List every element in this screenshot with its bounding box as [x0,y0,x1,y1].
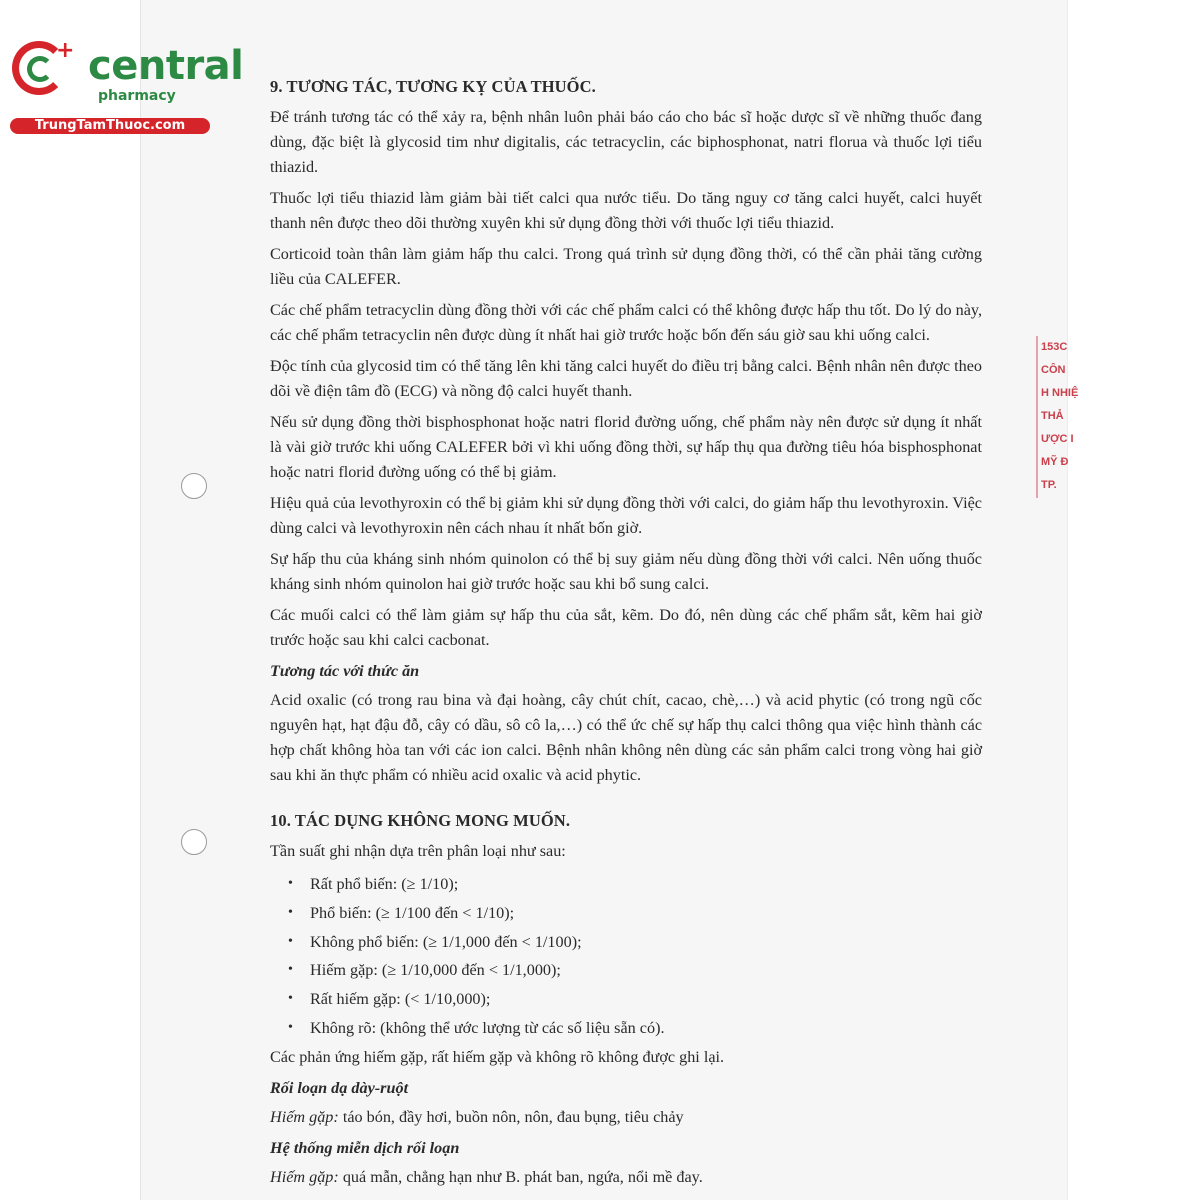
punch-hole [181,473,207,499]
frequency-label: Hiếm gặp: [270,1107,339,1126]
paragraph: Thuốc lợi tiểu thiazid làm giảm bài tiết calci qua nước tiểu. Do tăng nguy cơ tăng calci huyết, calci huyết thanh nên được theo dõi thường xuyên khi sử dụng đồng thời với thuốc lợi tiểu thiazid. [270,189,982,232]
paragraph: Sự hấp thu của kháng sinh nhóm quinolon có thể bị suy giảm nếu dùng đồng thời với calci. Nên uống thuốc kháng sinh nhóm quinolon hai giờ trước hoặc sau khi bổ sung calci. [270,550,982,593]
stamp-line: CÔN [1041,364,1066,376]
group-title: Rối loạn dạ dày-ruột [270,1078,409,1097]
group-line [270,1165,982,1190]
reaction-text: quá mẫn, chẳng hạn như B. phát ban, ngứa, nổi mề đay. [338,1167,703,1186]
stamp-line: H NHIỆ [1041,387,1079,399]
stamp-line: ƯỢC I [1041,433,1074,445]
paragraph: Độc tính của glycosid tim có thể tăng lên khi tăng calci huyết do điều trị bằng calci. Bệnh nhân nên được theo dõi về điện tâm đồ (ECG) và nồng độ calci huyết thanh. [270,357,982,400]
pharmacy-logo[interactable] [10,38,244,138]
logo-brand: central [88,43,244,89]
document-body [270,74,982,1196]
frequency-intro: Tần suất ghi nhận dựa trên phân loại như sau: [270,842,566,860]
stamp-line: THẢ [1041,410,1064,422]
frequency-item: • Không rõ: (không thể ước lượng từ các số liệu sẵn có). [310,1014,982,1043]
red-stamp [1036,336,1079,498]
frequency-note: Các phản ứng hiếm gặp, rất hiếm gặp và không rõ không được ghi lại. [270,1047,725,1066]
group-title: Hệ thống miễn dịch rối loạn [270,1138,460,1157]
frequency-item: • Không phổ biến: (≥ 1/1,000 đến < 1/100); [310,928,982,957]
logo-subtitle: pharmacy [98,88,176,104]
paragraph: Corticoid toàn thân làm giảm hấp thu calci. Trong quá trình sử dụng đồng thời, có thể cần phải tăng cường liều của CALEFER. [270,245,982,288]
punch-hole [181,829,207,855]
frequency-item: • Rất phổ biến: (≥ 1/10); [310,870,982,899]
group-line [270,1105,982,1130]
paragraph: Hiệu quả của levothyroxin có thể bị giảm khi sử dụng đồng thời với calci, do giảm hấp thu levothyroxin. Việc dùng calci và levothyroxin nên cách nhau ít nhất bốn giờ. [270,494,982,537]
section-9-heading: 9. TƯƠNG TÁC, TƯƠNG KỴ CỦA THUỐC. [270,77,596,96]
paragraph: Để tránh tương tác có thể xảy ra, bệnh nhân luôn phải báo cáo cho bác sĩ hoặc dược sĩ về những thuốc đang dùng, đặc biệt là glycosid tim như digitalis, các tetracyclin, các biphosphonat, natri florua và thuốc lợi tiểu thiazid. [270,108,982,176]
frequency-item: • Phổ biến: (≥ 1/100 đến < 1/10); [310,899,982,928]
stamp-line: MỸ Đ [1041,456,1069,468]
food-interaction-paragraph: Acid oxalic (có trong rau bina và đại hoàng, cây chút chít, cacao, chè,…) và acid phytic (có trong ngũ cốc nguyên hạt, hạt đậu đỗ, cây có dầu, sô cô la,…) có thể ức chế sự hấp thụ calci thông qua việc hình thành các hợp chất không hòa tan với các ion calci. Bệnh nhân không nên dùng các sản phẩm calci trong vòng hai giờ sau khi ăn thực phẩm có nhiều acid oxalic và acid phytic. [270,691,982,784]
frequency-label: Hiếm gặp: [270,1167,339,1186]
reaction-text: táo bón, đầy hơi, buồn nôn, nôn, đau bụng, tiêu chảy [338,1107,684,1126]
stamp-line: 153C [1041,341,1068,353]
paragraph: Các muối calci có thể làm giảm sự hấp thu của sắt, kẽm. Do đó, nên dùng các chế phẩm sắt, kẽm hai giờ trước hoặc sau khi calci cacbonat. [270,606,982,649]
paragraph: Nếu sử dụng đồng thời bisphosphonat hoặc natri florid đường uống, chế phẩm này nên được sử dụng ít nhất là vài giờ trước khi uống CALEFER bởi vì khi uống đồng thời, sự hấp thụ qua đường tiêu hóa bisphosphonat hoặc natri florid đường uống có thể bị giảm. [270,413,982,481]
stamp-line: TP. [1041,479,1057,491]
paragraph: Các chế phẩm tetracyclin dùng đồng thời với các chế phẩm calci có thể không được hấp thu tốt. Do lý do này, các chế phẩm tetracyclin nên được dùng ít nhất hai giờ trước hoặc bốn đến sáu giờ sau khi uống calci. [270,301,982,344]
logo-url: TrungTamThuoc.com [10,118,210,134]
frequency-item: • Hiếm gặp: (≥ 1/10,000 đến < 1/1,000); [310,956,982,985]
logo-c-icon [27,56,53,82]
section-10-heading: 10. TÁC DỤNG KHÔNG MONG MUỐN. [270,811,571,830]
plus-icon: + [56,38,75,63]
frequency-list [270,870,982,1043]
frequency-item: • Rất hiếm gặp: (< 1/10,000); [310,985,982,1014]
food-interaction-subheading: Tương tác với thức ăn [270,662,420,680]
